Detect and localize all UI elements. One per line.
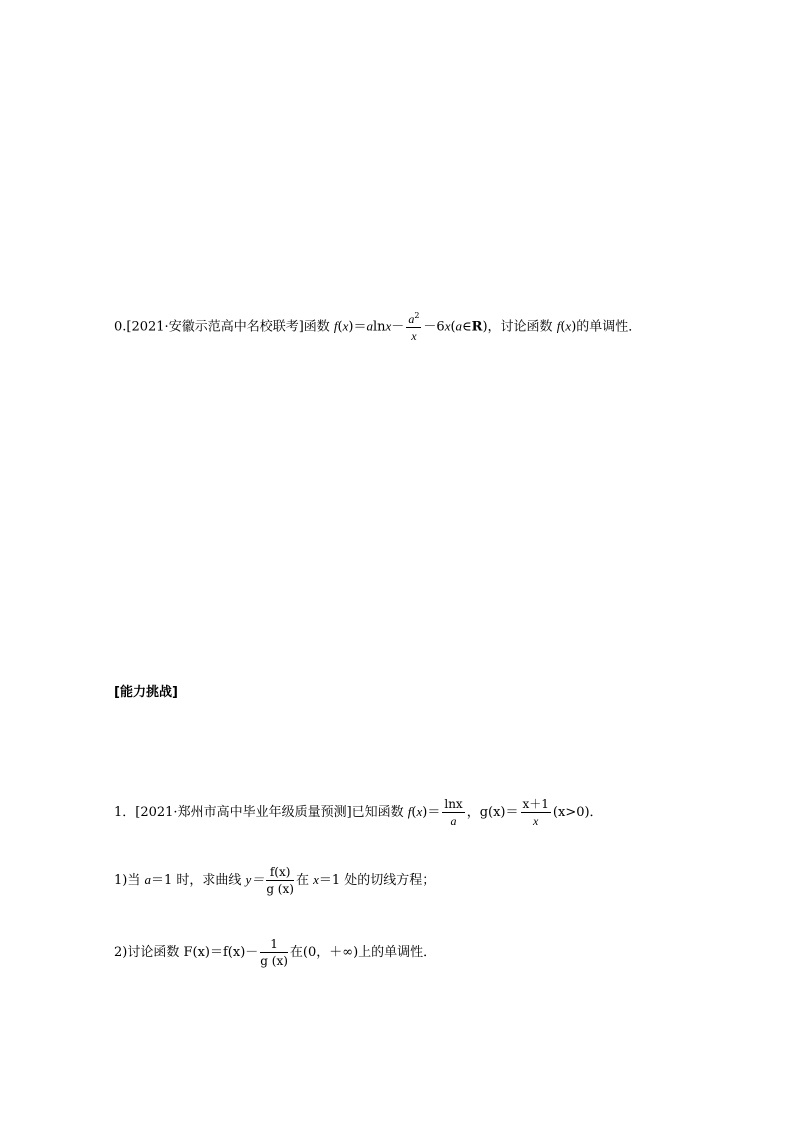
question-2: 2)讨论函数 F(x)＝f(x)－ $\frac{1}{g (x)}$ 在(0，＋∞)上的单调性．: [114, 937, 437, 968]
fraction-1-over-g: $\frac{1}{g (x)}$: [260, 937, 288, 968]
fraction-f-over-g: $\frac{f(x)}{g (x)}$: [266, 865, 294, 896]
fraction-a2-over-x: $\frac{a^2}{x}$: [408, 311, 420, 343]
question-1: 1)当 a＝1 时，求曲线 y＝ $\frac{f(x)}{g (x)}$ 在 x＝1 处的切线方程；: [114, 865, 436, 896]
problem-source: [2021·郑州市高中毕业年级质量预测]: [135, 805, 352, 820]
problem-1: 1．[2021·郑州市高中毕业年级质量预测]已知函数 f(x)＝ $\frac{\ln x}{a}$ ，g(x)＝ $\frac{x+1}{x}$ (x>0)．: [114, 797, 603, 828]
problem-source: [2021·安徽示范高中名校联考]: [126, 319, 304, 335]
fraction-lnx-over-a: $\frac{\ln x}{a}$: [444, 797, 463, 828]
problem-0: 0.[2021·安徽示范高中名校联考]函数 f(x)＝alnx－ $\frac{a^2}{x}$ －6x(a∈R)，讨论函数 f(x)的单调性．: [114, 311, 642, 343]
fraction-x1-over-x: $\frac{x+1}{x}$: [522, 797, 549, 828]
problem-number: 1．: [114, 805, 136, 820]
problem-number: 0.: [114, 319, 127, 335]
section-heading: [能力挑战]: [114, 685, 178, 700]
